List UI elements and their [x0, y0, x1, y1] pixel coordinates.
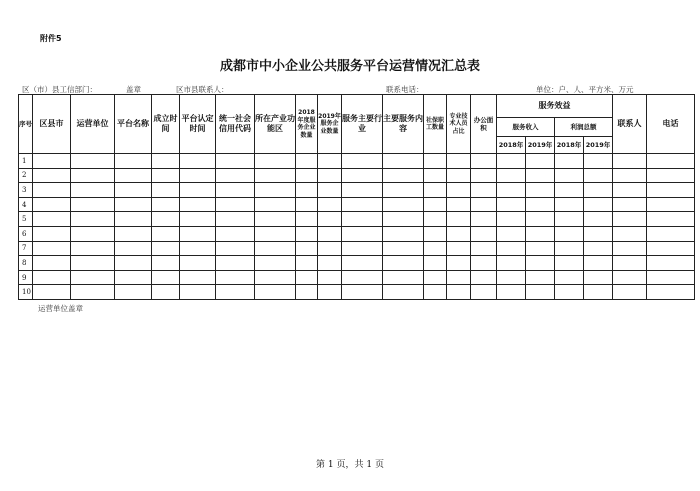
table-row	[19, 226, 695, 241]
table-cell[interactable]	[296, 285, 318, 300]
col-established: 成立时间	[152, 95, 180, 154]
table-cell[interactable]	[555, 197, 584, 212]
table-cell[interactable]	[342, 270, 383, 285]
table-cell[interactable]	[255, 212, 296, 227]
table-cell[interactable]	[71, 154, 115, 169]
table-cell[interactable]	[296, 183, 318, 198]
table-cell[interactable]	[584, 285, 613, 300]
table-cell[interactable]	[152, 212, 180, 227]
table-cell[interactable]	[555, 256, 584, 271]
table-cell[interactable]	[647, 226, 695, 241]
table-cell[interactable]	[152, 241, 180, 256]
table-cell[interactable]	[471, 183, 497, 198]
table-cell[interactable]	[447, 270, 471, 285]
row-number: 5	[19, 212, 33, 227]
table-cell[interactable]	[255, 285, 296, 300]
col-contact: 联系人	[613, 95, 647, 154]
table-row	[19, 154, 695, 169]
col-phone: 电话	[647, 95, 695, 154]
table-cell[interactable]	[115, 241, 152, 256]
table-cell[interactable]	[318, 256, 342, 271]
table-cell[interactable]	[526, 168, 555, 183]
table-cell[interactable]	[584, 168, 613, 183]
table-cell[interactable]	[647, 256, 695, 271]
table-cell[interactable]	[383, 226, 424, 241]
table-cell[interactable]	[526, 183, 555, 198]
table-cell[interactable]	[115, 168, 152, 183]
table-cell[interactable]	[216, 183, 255, 198]
table-cell[interactable]	[342, 241, 383, 256]
table-cell[interactable]	[613, 197, 647, 212]
table-cell[interactable]	[471, 241, 497, 256]
table-cell[interactable]	[613, 270, 647, 285]
table-cell[interactable]	[318, 197, 342, 212]
table-cell[interactable]	[424, 226, 447, 241]
table-cell[interactable]	[497, 270, 526, 285]
table-cell[interactable]	[555, 241, 584, 256]
table-cell[interactable]	[71, 212, 115, 227]
table-cell[interactable]	[71, 241, 115, 256]
unit-label: 单位：户、人、平方米、万元	[536, 85, 634, 94]
table-cell[interactable]	[424, 168, 447, 183]
table-row	[19, 212, 695, 227]
table-cell[interactable]	[497, 241, 526, 256]
table-cell[interactable]	[255, 241, 296, 256]
table-cell[interactable]	[115, 270, 152, 285]
table-cell[interactable]	[296, 226, 318, 241]
table-cell[interactable]	[424, 197, 447, 212]
table-row	[19, 183, 695, 198]
summary-table	[18, 94, 695, 300]
table-cell[interactable]	[471, 285, 497, 300]
table-cell[interactable]	[180, 183, 216, 198]
table-cell[interactable]	[296, 154, 318, 169]
page-footer: 第 1 页，共 1 页	[316, 460, 384, 470]
table-cell[interactable]	[342, 212, 383, 227]
table-cell[interactable]	[613, 183, 647, 198]
table-cell[interactable]	[152, 270, 180, 285]
table-cell[interactable]	[180, 212, 216, 227]
table-cell[interactable]	[555, 226, 584, 241]
stamp-label: 盖章	[126, 85, 141, 94]
table-cell[interactable]	[526, 270, 555, 285]
table-cell[interactable]	[152, 197, 180, 212]
table-cell[interactable]	[471, 256, 497, 271]
table-cell[interactable]	[424, 256, 447, 271]
attachment-label: 附件5	[40, 34, 62, 43]
table-cell[interactable]	[424, 241, 447, 256]
col-content: 主要服务内容	[383, 95, 424, 154]
table-cell[interactable]	[647, 197, 695, 212]
col-profit-2018: 2018年	[555, 137, 584, 154]
table-cell[interactable]	[447, 241, 471, 256]
table-cell[interactable]	[216, 270, 255, 285]
table-cell[interactable]	[383, 241, 424, 256]
table-cell[interactable]	[115, 197, 152, 212]
col-served-2018: 2018年度服务企业数量	[296, 95, 318, 154]
table-cell[interactable]	[180, 241, 216, 256]
table-cell[interactable]	[115, 154, 152, 169]
row-number: 6	[19, 226, 33, 241]
table-cell[interactable]	[180, 168, 216, 183]
table-cell[interactable]	[255, 270, 296, 285]
table-cell[interactable]	[342, 168, 383, 183]
table-cell[interactable]	[33, 197, 71, 212]
table-cell[interactable]	[447, 168, 471, 183]
table-cell[interactable]	[555, 212, 584, 227]
table-cell[interactable]	[526, 285, 555, 300]
table-cell[interactable]	[424, 183, 447, 198]
table-cell[interactable]	[342, 285, 383, 300]
table-cell[interactable]	[216, 154, 255, 169]
table-cell[interactable]	[471, 168, 497, 183]
table-row	[19, 285, 695, 300]
table-cell[interactable]	[152, 226, 180, 241]
table-cell[interactable]	[255, 256, 296, 271]
table-cell[interactable]	[115, 212, 152, 227]
table-cell[interactable]	[255, 168, 296, 183]
table-cell[interactable]	[584, 270, 613, 285]
table-cell[interactable]	[318, 168, 342, 183]
col-operator: 运营单位	[71, 95, 115, 154]
table-cell[interactable]	[497, 212, 526, 227]
table-cell[interactable]	[71, 197, 115, 212]
table-cell[interactable]	[115, 226, 152, 241]
table-cell[interactable]	[216, 285, 255, 300]
table-cell[interactable]	[526, 256, 555, 271]
row-number: 3	[19, 183, 33, 198]
table-cell[interactable]	[526, 154, 555, 169]
table-cell[interactable]	[471, 197, 497, 212]
col-industry: 服务主要行业	[342, 95, 383, 154]
table-cell[interactable]	[647, 241, 695, 256]
table-cell[interactable]	[584, 154, 613, 169]
table-cell[interactable]	[555, 154, 584, 169]
col-office: 办公面积	[471, 95, 497, 154]
table-cell[interactable]	[526, 226, 555, 241]
phone-label: 联系电话：	[386, 85, 424, 94]
table-cell[interactable]	[497, 285, 526, 300]
table-cell[interactable]	[647, 212, 695, 227]
table-cell[interactable]	[71, 168, 115, 183]
table-cell[interactable]	[33, 168, 71, 183]
col-revenue-2018: 2018年	[497, 137, 526, 154]
table-cell[interactable]	[296, 212, 318, 227]
row-number: 10	[19, 285, 33, 300]
table-cell[interactable]	[115, 256, 152, 271]
table-cell[interactable]	[497, 183, 526, 198]
table-cell[interactable]	[647, 270, 695, 285]
col-credit-code: 统一社会信用代码	[216, 95, 255, 154]
col-revenue-2019: 2019年	[526, 137, 555, 154]
table-cell[interactable]	[180, 285, 216, 300]
table-cell[interactable]	[613, 168, 647, 183]
page-title: 成都市中小企业公共服务平台运营情况汇总表	[219, 59, 480, 74]
table-cell[interactable]	[33, 226, 71, 241]
table-cell[interactable]	[318, 270, 342, 285]
table-cell[interactable]	[180, 197, 216, 212]
table-cell[interactable]	[471, 212, 497, 227]
contact-label: 区市县联系人：	[176, 85, 229, 94]
col-district: 区县市	[33, 95, 71, 154]
table-cell[interactable]	[555, 270, 584, 285]
table-cell[interactable]	[342, 197, 383, 212]
table-cell[interactable]	[152, 154, 180, 169]
col-profit-2019: 2019年	[584, 137, 613, 154]
table-cell[interactable]	[152, 168, 180, 183]
table-cell[interactable]	[613, 212, 647, 227]
table-cell[interactable]	[584, 256, 613, 271]
table-cell[interactable]	[584, 212, 613, 227]
table-cell[interactable]	[383, 168, 424, 183]
table-cell[interactable]	[526, 197, 555, 212]
table-cell[interactable]	[33, 256, 71, 271]
table-cell[interactable]	[71, 270, 115, 285]
table-cell[interactable]	[33, 285, 71, 300]
table-cell[interactable]	[526, 212, 555, 227]
col-pro-ratio: 专业技术人员占比	[447, 95, 471, 154]
table-cell[interactable]	[383, 270, 424, 285]
table-cell[interactable]	[318, 241, 342, 256]
table-cell[interactable]	[613, 285, 647, 300]
dept-label: 区（市）县工信部门：	[22, 85, 97, 94]
table-cell[interactable]	[342, 226, 383, 241]
table-cell[interactable]	[216, 168, 255, 183]
table-cell[interactable]	[471, 154, 497, 169]
table-cell[interactable]	[33, 183, 71, 198]
row-number: 4	[19, 197, 33, 212]
table-cell[interactable]	[497, 154, 526, 169]
table-row	[19, 197, 695, 212]
table-cell[interactable]	[180, 256, 216, 271]
table-cell[interactable]	[216, 241, 255, 256]
table-cell[interactable]	[424, 270, 447, 285]
table-cell[interactable]	[424, 285, 447, 300]
table-cell[interactable]	[584, 241, 613, 256]
table-cell[interactable]	[255, 197, 296, 212]
row-number: 1	[19, 154, 33, 169]
table-cell[interactable]	[152, 183, 180, 198]
table-cell[interactable]	[33, 270, 71, 285]
table-cell[interactable]	[296, 197, 318, 212]
table-cell[interactable]	[497, 168, 526, 183]
table-cell[interactable]	[180, 154, 216, 169]
table-cell[interactable]	[471, 226, 497, 241]
table-cell[interactable]	[71, 285, 115, 300]
table-cell[interactable]	[318, 154, 342, 169]
table-cell[interactable]	[342, 256, 383, 271]
col-benefit: 服务效益	[497, 95, 613, 118]
table-cell[interactable]	[71, 256, 115, 271]
table-cell[interactable]	[613, 154, 647, 169]
table-cell[interactable]	[383, 183, 424, 198]
table-cell[interactable]	[342, 183, 383, 198]
table-cell[interactable]	[497, 197, 526, 212]
table-cell[interactable]	[447, 212, 471, 227]
table-row	[19, 256, 695, 271]
col-platform: 平台名称	[115, 95, 152, 154]
table-cell[interactable]	[424, 212, 447, 227]
table-cell[interactable]	[71, 226, 115, 241]
table-cell[interactable]	[613, 256, 647, 271]
table-cell[interactable]	[296, 168, 318, 183]
table-cell[interactable]	[296, 270, 318, 285]
table-cell[interactable]	[216, 256, 255, 271]
table-cell[interactable]	[613, 241, 647, 256]
table-cell[interactable]	[555, 183, 584, 198]
table-cell[interactable]	[424, 154, 447, 169]
table-cell[interactable]	[613, 226, 647, 241]
table-cell[interactable]	[497, 226, 526, 241]
table-cell[interactable]	[115, 285, 152, 300]
table-cell[interactable]	[526, 241, 555, 256]
table-cell[interactable]	[33, 212, 71, 227]
table-cell[interactable]	[71, 183, 115, 198]
table-cell[interactable]	[447, 154, 471, 169]
col-seq: 序号	[19, 95, 33, 154]
table-cell[interactable]	[647, 183, 695, 198]
row-number: 7	[19, 241, 33, 256]
table-cell[interactable]	[555, 168, 584, 183]
col-certified: 平台认定时间	[180, 95, 216, 154]
col-insured: 社保职工数量	[424, 95, 447, 154]
table-cell[interactable]	[447, 256, 471, 271]
table-cell[interactable]	[318, 226, 342, 241]
table-cell[interactable]	[342, 154, 383, 169]
table-cell[interactable]	[383, 197, 424, 212]
table-cell[interactable]	[471, 270, 497, 285]
table-cell[interactable]	[255, 183, 296, 198]
table-cell[interactable]	[584, 197, 613, 212]
table-row	[19, 270, 695, 285]
table-cell[interactable]	[497, 256, 526, 271]
table-cell[interactable]	[296, 241, 318, 256]
table-cell[interactable]	[152, 285, 180, 300]
col-zone: 所在产业功能区	[255, 95, 296, 154]
table-cell[interactable]	[33, 241, 71, 256]
table-cell[interactable]	[555, 285, 584, 300]
table-cell[interactable]	[447, 226, 471, 241]
row-number: 9	[19, 270, 33, 285]
table-cell[interactable]	[33, 154, 71, 169]
col-revenue: 服务收入	[497, 118, 555, 137]
table-cell[interactable]	[383, 154, 424, 169]
table-cell[interactable]	[216, 197, 255, 212]
table-cell[interactable]	[447, 183, 471, 198]
table-cell[interactable]	[318, 212, 342, 227]
table-cell[interactable]	[115, 183, 152, 198]
table-cell[interactable]	[647, 168, 695, 183]
table-cell[interactable]	[647, 285, 695, 300]
col-served-2019: 2019年服务企业数量	[318, 95, 342, 154]
table-cell[interactable]	[318, 285, 342, 300]
table-cell[interactable]	[180, 270, 216, 285]
table-cell[interactable]	[383, 285, 424, 300]
table-cell[interactable]	[383, 212, 424, 227]
table-row	[19, 241, 695, 256]
table-cell[interactable]	[647, 154, 695, 169]
col-profit: 利润总额	[555, 118, 613, 137]
table-cell[interactable]	[447, 285, 471, 300]
table-cell[interactable]	[584, 183, 613, 198]
row-number: 2	[19, 168, 33, 183]
table-cell[interactable]	[255, 154, 296, 169]
table-cell[interactable]	[383, 256, 424, 271]
table-row	[19, 168, 695, 183]
table-cell[interactable]	[447, 197, 471, 212]
table-cell[interactable]	[216, 212, 255, 227]
table-cell[interactable]	[318, 183, 342, 198]
table-cell[interactable]	[296, 256, 318, 271]
table-cell[interactable]	[216, 226, 255, 241]
table-cell[interactable]	[255, 226, 296, 241]
table-cell[interactable]	[152, 256, 180, 271]
table-cell[interactable]	[180, 226, 216, 241]
table-cell[interactable]	[584, 226, 613, 241]
footnote: 运营单位盖章	[38, 304, 83, 313]
row-number: 8	[19, 256, 33, 271]
